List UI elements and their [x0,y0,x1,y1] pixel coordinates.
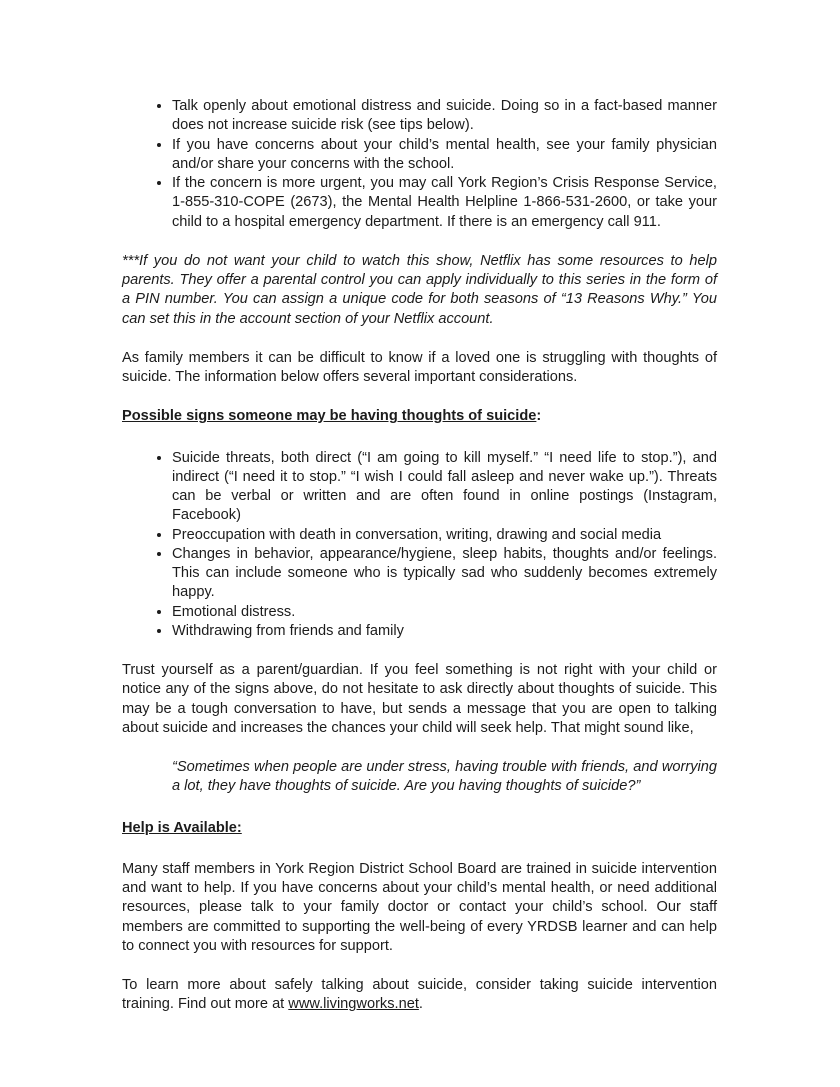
intro-bullet-list [122,97,717,232]
learn-more-period: . [418,996,423,1013]
list-item: • Suicide threats, both direct (“I am going to kill myself.” “I need life to stop.”), and indirect (“I need it to stop.” “I wish I could fall asleep and never wake up.”). Threats can be verbal or written and are often found in online postings (Instagram, Facebook) [172,449,717,526]
list-item: • Talk openly about emotional distress and suicide. Doing so in a fact-based manner does not increase suicide risk (see tips below). [172,97,717,136]
example-question-quote: “Sometimes when people are under stress, having trouble with friends, and worrying a lot, they have thoughts of suicide. Are you having thoughts of suicide?” [172,759,717,795]
possible-signs-heading [122,407,717,426]
list-item: • Preoccupation with death in conversation, writing, drawing and social media [172,526,717,545]
list-item: • Emotional distress. [172,603,717,622]
list-item: • If the concern is more urgent, you may call York Region’s Crisis Response Service, 1-855-310-COPE (2673), the Mental Health Helpline 1-866-531-2600, or take your child to a hospital emergency department. If there is an emergency call 911. [172,174,717,232]
list-item: • If you have concerns about your child’s mental health, see your family physician and/or share your concerns with the school. [172,136,717,175]
help-available-heading [122,819,717,838]
learn-more-paragraph [122,976,717,1015]
learn-more-text: To learn more about safely talking about suicide, consider taking suicide intervention training. Find out more at [122,977,717,1013]
livingworks-link[interactable]: www.livingworks.net [288,996,419,1013]
family-members-paragraph: As family members it can be difficult to know if a loved one is struggling with thoughts of suicide. The information below offers several important considerations. [122,349,717,385]
help-available-heading-text: Help is Available: [122,819,242,836]
trust-yourself-paragraph: Trust yourself as a parent/guardian. If you feel something is not right with your child or notice any of the signs above, do not hesitate to ask directly about thoughts of suicide. This may be a tough conversation to have, but sends a message that you are open to talking about suicide and increases the chances your child will seek help. That might sound like, [122,662,717,736]
possible-signs-heading-colon: : [536,408,542,425]
possible-signs-heading-text: Possible signs someone may be having thoughts of suicide [122,408,537,425]
list-item: • Changes in behavior, appearance/hygiene, sleep habits, thoughts and/or feelings. This can include someone who is typically sad who suddenly becomes extremely happy. [172,545,717,603]
signs-bullet-list [122,449,717,642]
list-item: • Withdrawing from friends and family [172,622,717,641]
help-available-paragraph: Many staff members in York Region District School Board are trained in suicide intervention and want to help. If you have concerns about your child’s mental health, or need additional resources, please talk to your family doctor or contact your child’s school. Our staff members are committed to supporting the well-being of every YRDSB learner and can help to connect you with resources for support. [122,860,717,954]
netflix-parental-control-note: ***If you do not want your child to watch this show, Netflix has some resources to help parents. They offer a parental control you can apply individually to this series in the form of a PIN number. You can assign a unique code for both seasons of “13 Reasons Why.” You can set this in the account section of your Netflix account. [122,252,717,327]
